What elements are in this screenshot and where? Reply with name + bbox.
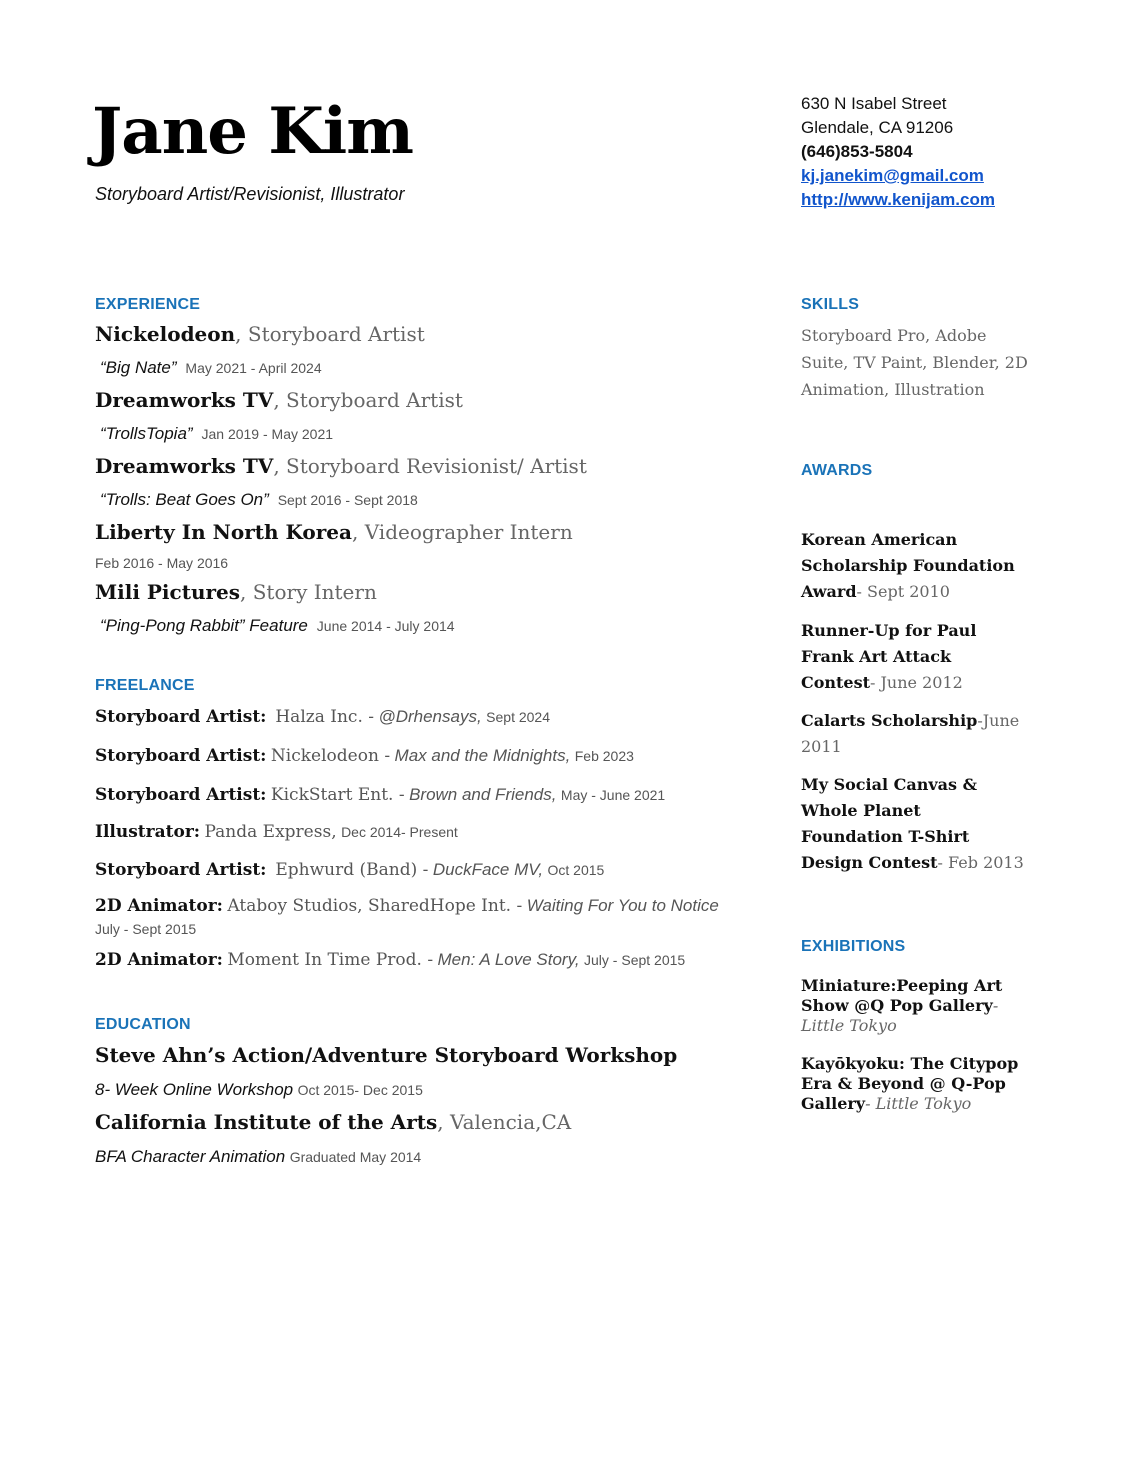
education-location: , Valencia,CA	[437, 1110, 572, 1134]
freelance-entry	[95, 950, 685, 970]
award-date: - Feb 2013	[937, 853, 1024, 872]
freelance-client: Moment In Time Prod. -	[227, 950, 434, 970]
freelance-project: @Drhensays,	[378, 707, 482, 726]
contact-phone: (646)853-5804	[801, 142, 913, 161]
skills-text: Storyboard Pro, Adobe Suite, TV Paint, Blender, 2D Animation, Illustration	[801, 326, 1028, 399]
experience-entry	[95, 322, 425, 346]
experience-detail	[100, 358, 322, 378]
contact-website-link[interactable]: http://www.kenijam.com	[801, 190, 995, 209]
award-title: My Social Canvas & Whole Planet Foundation T-Shirt Design Contest	[801, 775, 978, 872]
freelance-label: Storyboard Artist:	[95, 860, 267, 880]
skills-heading: SKILLS	[801, 296, 860, 313]
freelance-project: Men: A Love Story,	[437, 950, 580, 969]
experience-org: Mili Pictures	[95, 580, 241, 604]
education-entry	[95, 1043, 677, 1067]
freelance-project: Waiting For You to Notice	[526, 896, 719, 915]
experience-detail	[95, 555, 228, 573]
freelance-client: Panda Express,	[204, 822, 337, 842]
freelance-label: 2D Animator:	[95, 896, 223, 916]
freelance-client: KickStart Ent. -	[270, 785, 405, 805]
freelance-label: 2D Animator:	[95, 950, 223, 970]
exhibition-location: - Little Tokyo	[801, 996, 999, 1035]
experience-org: Nickelodeon	[95, 322, 236, 346]
education-dates: Graduated May 2014	[289, 1149, 422, 1165]
education-heading: EDUCATION	[95, 1016, 191, 1033]
contact-block	[801, 92, 995, 212]
award-item	[801, 618, 1026, 696]
experience-project: “Ping-Pong Rabbit” Feature	[100, 616, 308, 635]
education-dates: Oct 2015- Dec 2015	[297, 1082, 423, 1098]
contact-city: Glendale, CA 91206	[801, 118, 954, 137]
experience-org: Dreamworks TV	[95, 388, 274, 412]
freelance-dates-wrap	[95, 921, 196, 939]
education-school: Steve Ahn’s Action/Adventure Storyboard Workshop	[95, 1043, 678, 1067]
award-title: Korean American Scholarship Foundation Award	[801, 530, 1015, 601]
experience-entry	[95, 388, 463, 412]
experience-entry	[95, 520, 573, 544]
experience-dates: Jan 2019 - May 2021	[201, 426, 334, 442]
freelance-label: Storyboard Artist:	[95, 707, 267, 727]
award-date: - Sept 2010	[856, 582, 950, 601]
applicant-name: Jane Kim	[92, 94, 413, 169]
freelance-entry	[95, 746, 634, 766]
exhibition-item	[801, 1054, 1026, 1114]
experience-role: , Storyboard Revisionist/ Artist	[273, 454, 587, 478]
award-item	[801, 772, 1026, 876]
freelance-client: Nickelodeon -	[270, 746, 391, 766]
experience-detail	[100, 490, 418, 510]
exhibition-location: - Little Tokyo	[865, 1094, 972, 1113]
contact-email-link[interactable]: kj.janekim@gmail.com	[801, 166, 984, 185]
experience-dates: Sept 2016 - Sept 2018	[277, 492, 418, 508]
experience-entry	[95, 454, 587, 478]
award-title: Runner-Up for Paul Frank Art Attack Contest	[801, 621, 977, 692]
experience-org: Liberty In North Korea	[95, 520, 352, 544]
experience-role: , Videographer Intern	[352, 520, 573, 544]
education-program: BFA Character Animation	[95, 1147, 286, 1166]
education-school: California Institute of the Arts	[95, 1110, 438, 1134]
freelance-dates: May - June 2021	[560, 787, 666, 803]
freelance-dates: Sept 2024	[486, 709, 550, 725]
freelance-heading: FREELANCE	[95, 677, 195, 694]
freelance-dates: Dec 2014- Present	[341, 824, 458, 840]
award-title: Calarts Scholarship	[801, 711, 978, 730]
award-date: - June 2012	[870, 673, 963, 692]
freelance-dates: Oct 2015	[547, 862, 605, 878]
freelance-project: Brown and Friends,	[409, 785, 557, 804]
freelance-label: Storyboard Artist:	[95, 746, 267, 766]
freelance-dates: July - Sept 2015	[95, 921, 197, 937]
experience-dates: June 2014 - July 2014	[316, 618, 455, 634]
award-date: -June 2011	[801, 711, 1020, 756]
experience-project: “Trolls: Beat Goes On”	[100, 490, 269, 509]
award-item	[801, 527, 1026, 605]
freelance-entry	[95, 785, 665, 805]
award-item	[801, 708, 1026, 760]
freelance-entry	[95, 860, 604, 880]
experience-dates: May 2021 - April 2024	[185, 360, 322, 376]
experience-detail	[100, 424, 333, 444]
freelance-project: Max and the Midnights,	[394, 746, 571, 765]
awards-heading: AWARDS	[801, 462, 873, 479]
freelance-client: Halza Inc. -	[275, 707, 374, 727]
experience-role: , Storyboard Artist	[235, 322, 425, 346]
freelance-client: Ataboy Studios, SharedHope Int. -	[227, 896, 523, 916]
contact-street: 630 N Isabel Street	[801, 94, 947, 113]
experience-org: Dreamworks TV	[95, 454, 274, 478]
exhibition-title: Kayōkyoku: The Citypop Era & Beyond @ Q-Pop Gallery	[801, 1054, 1019, 1113]
experience-detail	[100, 616, 455, 636]
freelance-label: Illustrator:	[95, 822, 201, 842]
education-program: 8- Week Online Workshop	[95, 1080, 294, 1099]
experience-project: “Big Nate”	[100, 358, 177, 377]
exhibition-title: Miniature:Peeping Art Show @Q Pop Gallery	[801, 976, 1003, 1015]
experience-project: “TrollsTopia”	[100, 424, 193, 443]
freelance-entry	[95, 822, 458, 842]
experience-heading: EXPERIENCE	[95, 296, 201, 313]
experience-role: , Story Intern	[240, 580, 377, 604]
freelance-dates: Feb 2023	[574, 748, 634, 764]
freelance-client: Ephwurd (Band) -	[275, 860, 429, 880]
freelance-entry	[95, 896, 719, 916]
freelance-project: DuckFace MV,	[432, 860, 544, 879]
experience-dates: Feb 2016 - May 2016	[95, 555, 229, 571]
exhibitions-heading: EXHIBITIONS	[801, 938, 906, 955]
exhibition-item	[801, 976, 1026, 1036]
freelance-dates: July - Sept 2015	[584, 952, 686, 968]
education-detail	[95, 1147, 421, 1167]
education-detail	[95, 1080, 423, 1100]
experience-entry	[95, 580, 377, 604]
freelance-label: Storyboard Artist:	[95, 785, 267, 805]
education-entry	[95, 1110, 571, 1134]
experience-role: , Storyboard Artist	[273, 388, 463, 412]
freelance-entry	[95, 707, 550, 727]
tagline: Storyboard Artist/Revisionist, Illustrator	[95, 184, 405, 204]
